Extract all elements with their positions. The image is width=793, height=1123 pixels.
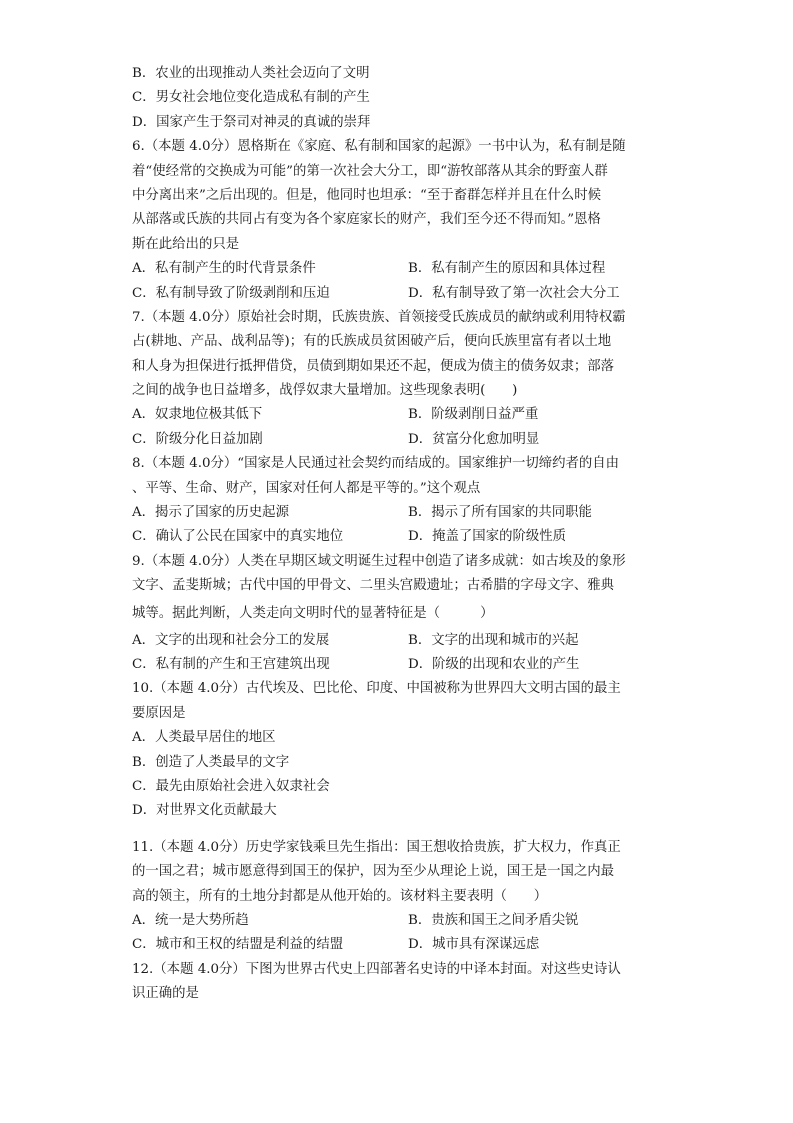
question-8 xyxy=(132,452,662,550)
option-row xyxy=(132,501,662,525)
option-d: D．贫富分化愈加明显 xyxy=(408,431,540,447)
question-stem-line: 斯在此给出的只是 xyxy=(132,236,240,252)
option-row xyxy=(132,933,662,957)
option-b: B．文字的出现和城市的兴起 xyxy=(408,632,579,648)
option-a: A．私有制产生的时代背景条件 xyxy=(132,261,316,277)
option-b: B．农业的出现推动人类社会迈向了文明 xyxy=(132,66,370,81)
question-5-options xyxy=(132,62,662,135)
question-stem-line: 之间的战争也日益增多，战俘奴隶大量增加。这些现象表明( ) xyxy=(132,383,518,399)
question-11 xyxy=(132,836,662,958)
option-c: C．确认了公民在国家中的真实地位 xyxy=(132,529,344,545)
option-d: D．国家产生于祭司对神灵的真诚的崇拜 xyxy=(132,114,371,130)
question-stem-line: 从部落或氏族的共同占有变为各个家庭家长的财产，我们至今还不得而知。”恩格 xyxy=(132,212,601,228)
option-d: D．城市具有深谋远虑 xyxy=(408,937,540,953)
question-stem-line: 9.（本题 4.0分）人类在早期区域文明诞生过程中创造了诸多成就：如古埃及的象形 xyxy=(132,553,626,569)
option-b: B．阶级剥削日益严重 xyxy=(408,407,539,423)
question-stem-line: 占(耕地、产品、战利品等)；有的氏族成员贫困破产后，便向氏族里富有者以土地 xyxy=(132,334,612,350)
question-stem-line: 12.（本题 4.0分）下图为世界古代史上四部著名史诗的中译本封面。对这些史诗认 xyxy=(132,961,621,977)
option-b: B．私有制产生的原因和具体过程 xyxy=(408,261,606,277)
option-row xyxy=(132,909,662,933)
spacer xyxy=(132,824,662,836)
option-c: C．男女社会地位变化造成私有制的产生 xyxy=(132,90,370,106)
option-row xyxy=(132,257,662,281)
question-stem-line: 高的领主，所有的土地分封都是从他开始的。该材料主要表明（ ） xyxy=(132,888,548,904)
question-stem-line: 7.（本题 4.0分）原始社会时期，氏族贵族、首领接受氏族成员的献纳或利用特权霸 xyxy=(132,309,626,325)
question-stem-line: 和人身为担保进行抵押借贷，员债到期如果还不起，便成为债主的债务奴隶；部落 xyxy=(132,358,615,374)
question-stem-line: 11.（本题 4.0分）历史学家钱乘旦先生指出：国王想收拾贵族，扩大权力，作真正 xyxy=(132,839,621,855)
question-7 xyxy=(132,306,662,452)
question-stem-line: 6.（本题 4.0分）恩格斯在《家庭、私有制和国家的起源》一书中认为，私有制是随 xyxy=(132,139,626,155)
option-row xyxy=(132,428,662,452)
option-a: A．统一是大势所趋 xyxy=(132,912,249,928)
option-b: B．创造了人类最早的文字 xyxy=(132,754,290,770)
option-row xyxy=(132,525,662,549)
option-d: D．对世界文化贡献最大 xyxy=(132,803,277,819)
question-9 xyxy=(132,550,662,678)
option-c: C．私有制导致了阶级剥削和压迫 xyxy=(132,285,330,301)
option-a: A．揭示了国家的历史起源 xyxy=(132,505,289,521)
question-stem-line: 着“使经常的交换成为可能”的第一次社会大分工，即“游牧部落从其余的野蛮人群 xyxy=(132,163,608,179)
option-b: B．贵族和国王之间矛盾尖锐 xyxy=(408,912,579,928)
option-b: B．揭示了所有国家的共同职能 xyxy=(408,505,592,521)
option-row xyxy=(132,282,662,306)
question-12 xyxy=(132,958,662,1007)
exam-page xyxy=(132,62,662,1006)
option-c: C．最先由原始社会进入奴隶社会 xyxy=(132,778,330,794)
question-stem-line: 要原因是 xyxy=(132,705,186,721)
question-stem-line: 文字、孟斐斯城；古代中国的甲骨文、二里头宫殿遗址；古希腊的字母文字、雅典 xyxy=(132,578,615,594)
option-d: D．阶级的出现和农业的产生 xyxy=(408,656,580,672)
question-stem-line: 8.（本题 4.0分）“国家是人民通过社会契约而结成的。国家维护一切缔约者的自由 xyxy=(132,456,620,472)
option-a: A．奴隶地位极其低下 xyxy=(132,407,263,423)
option-d: D．私有制导致了第一次社会大分工 xyxy=(408,285,620,301)
option-c: C．城市和王权的结盟是利益的结盟 xyxy=(132,937,344,953)
option-a: A．人类最早居住的地区 xyxy=(132,730,276,746)
question-stem-line: 识正确的是 xyxy=(132,986,199,1002)
option-c: C．私有制的产生和王宫建筑出现 xyxy=(132,656,330,672)
option-row xyxy=(132,653,662,677)
question-stem-line: 城等。据此判断，人类走向文明时代的显著特征是（ ） xyxy=(132,605,494,621)
option-c: C．阶级分化日益加剧 xyxy=(132,431,263,447)
question-stem-line: 、平等、生命、财产，国家对任何人都是平等的。”这个观点 xyxy=(132,480,481,496)
question-10 xyxy=(132,677,662,823)
question-6 xyxy=(132,135,662,306)
option-row xyxy=(132,403,662,427)
option-a: A．文字的出现和社会分工的发展 xyxy=(132,632,330,648)
question-stem-line: 中分离出来”之后出现的。但是，他同时也坦承：“至于畜群怎样并且在什么时候 xyxy=(132,187,601,203)
option-d: D．掩盖了国家的阶级性质 xyxy=(408,529,567,545)
question-stem-line: 的一国之君；城市愿意得到国王的保护，因为至少从理论上说，国王是一国之内最 xyxy=(132,864,615,880)
option-row xyxy=(132,629,662,653)
question-stem-line: 10.（本题 4.0分）古代埃及、巴比伦、印度、中国被称为世界四大文明古国的最主 xyxy=(132,681,621,697)
